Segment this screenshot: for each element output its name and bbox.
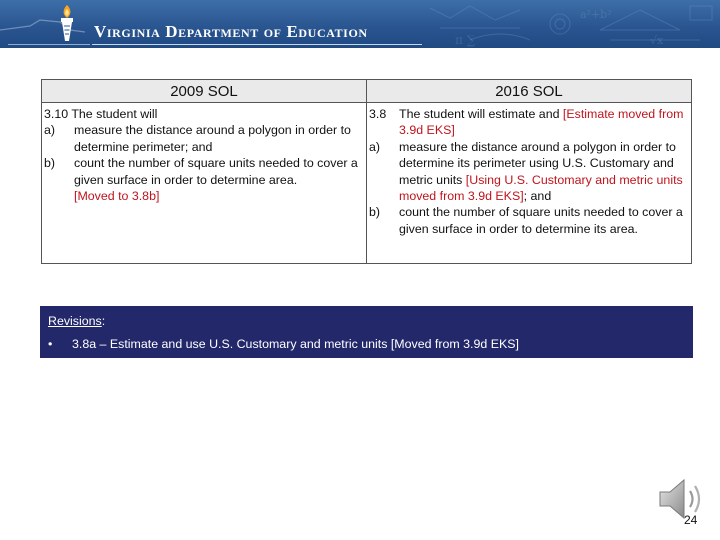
cell-2009-sol xyxy=(42,103,367,264)
cell-2016-sol xyxy=(367,103,692,264)
right-item-b-text: count the number of square units needed to cover a given surface in order to determine its area. xyxy=(399,205,683,236)
right-item-a-suffix: ; and xyxy=(523,189,552,204)
sol-comparison-table xyxy=(41,79,692,264)
page-number: 24 xyxy=(684,513,698,527)
banner-rule-left xyxy=(8,44,90,45)
left-intro: 3.10 The student will xyxy=(44,107,158,121)
revisions-heading xyxy=(48,314,105,328)
right-intro xyxy=(369,106,688,139)
page-title: Virginia Department of Education xyxy=(94,22,368,41)
left-item-a xyxy=(44,122,363,155)
right-item-b xyxy=(369,204,688,237)
revisions-heading-text: Revisions xyxy=(48,314,102,328)
left-item-b-body: count the number of square units needed to cover a given surface in order to determine area. xyxy=(74,156,358,187)
svg-text:√x: √x xyxy=(650,34,664,47)
revisions-colon: : xyxy=(101,314,106,328)
right-item-a-text: measure the distance around a polygon in order to determine its perimeter using U.S. Customary and metric units xyxy=(399,139,676,187)
revisions-item: 3.8a – Estimate and use U.S. Customary and metric units [Moved from 3.9d EKS] xyxy=(72,337,519,351)
revisions-box xyxy=(40,306,693,358)
right-intro-red: [Estimate moved from 3.9d EKS] xyxy=(399,107,684,138)
right-intro-number: 3.8 xyxy=(369,107,387,121)
svg-text:π ∑: π ∑ xyxy=(455,33,476,47)
right-item-a-label: a) xyxy=(369,139,381,154)
left-item-a-label: a) xyxy=(44,123,56,138)
left-item-b-label: b) xyxy=(44,156,56,171)
column-header-2009: 2009 SOL xyxy=(42,80,367,103)
speaker-icon[interactable] xyxy=(656,475,708,523)
torch-logo-icon xyxy=(52,3,82,45)
left-item-b xyxy=(44,155,363,204)
svg-text:a²+b²: a²+b² xyxy=(580,8,612,21)
right-item-a-red: [Using U.S. Customary and metric units moved from 3.9d EKS] xyxy=(399,172,683,204)
revisions-bullet: • xyxy=(48,337,53,351)
right-item-b-label: b) xyxy=(369,205,381,220)
right-item-a xyxy=(369,139,688,205)
column-header-2016: 2016 SOL xyxy=(367,80,692,103)
left-moved-note: [Moved to 3.8b] xyxy=(74,189,160,204)
left-item-a-text: measure the distance around a polygon in order to determine perimeter; and xyxy=(74,123,351,154)
left-item-b-text xyxy=(74,155,363,204)
banner-rule xyxy=(92,44,422,45)
right-intro-text: The student will estimate and xyxy=(399,107,563,121)
header-banner xyxy=(0,0,720,48)
